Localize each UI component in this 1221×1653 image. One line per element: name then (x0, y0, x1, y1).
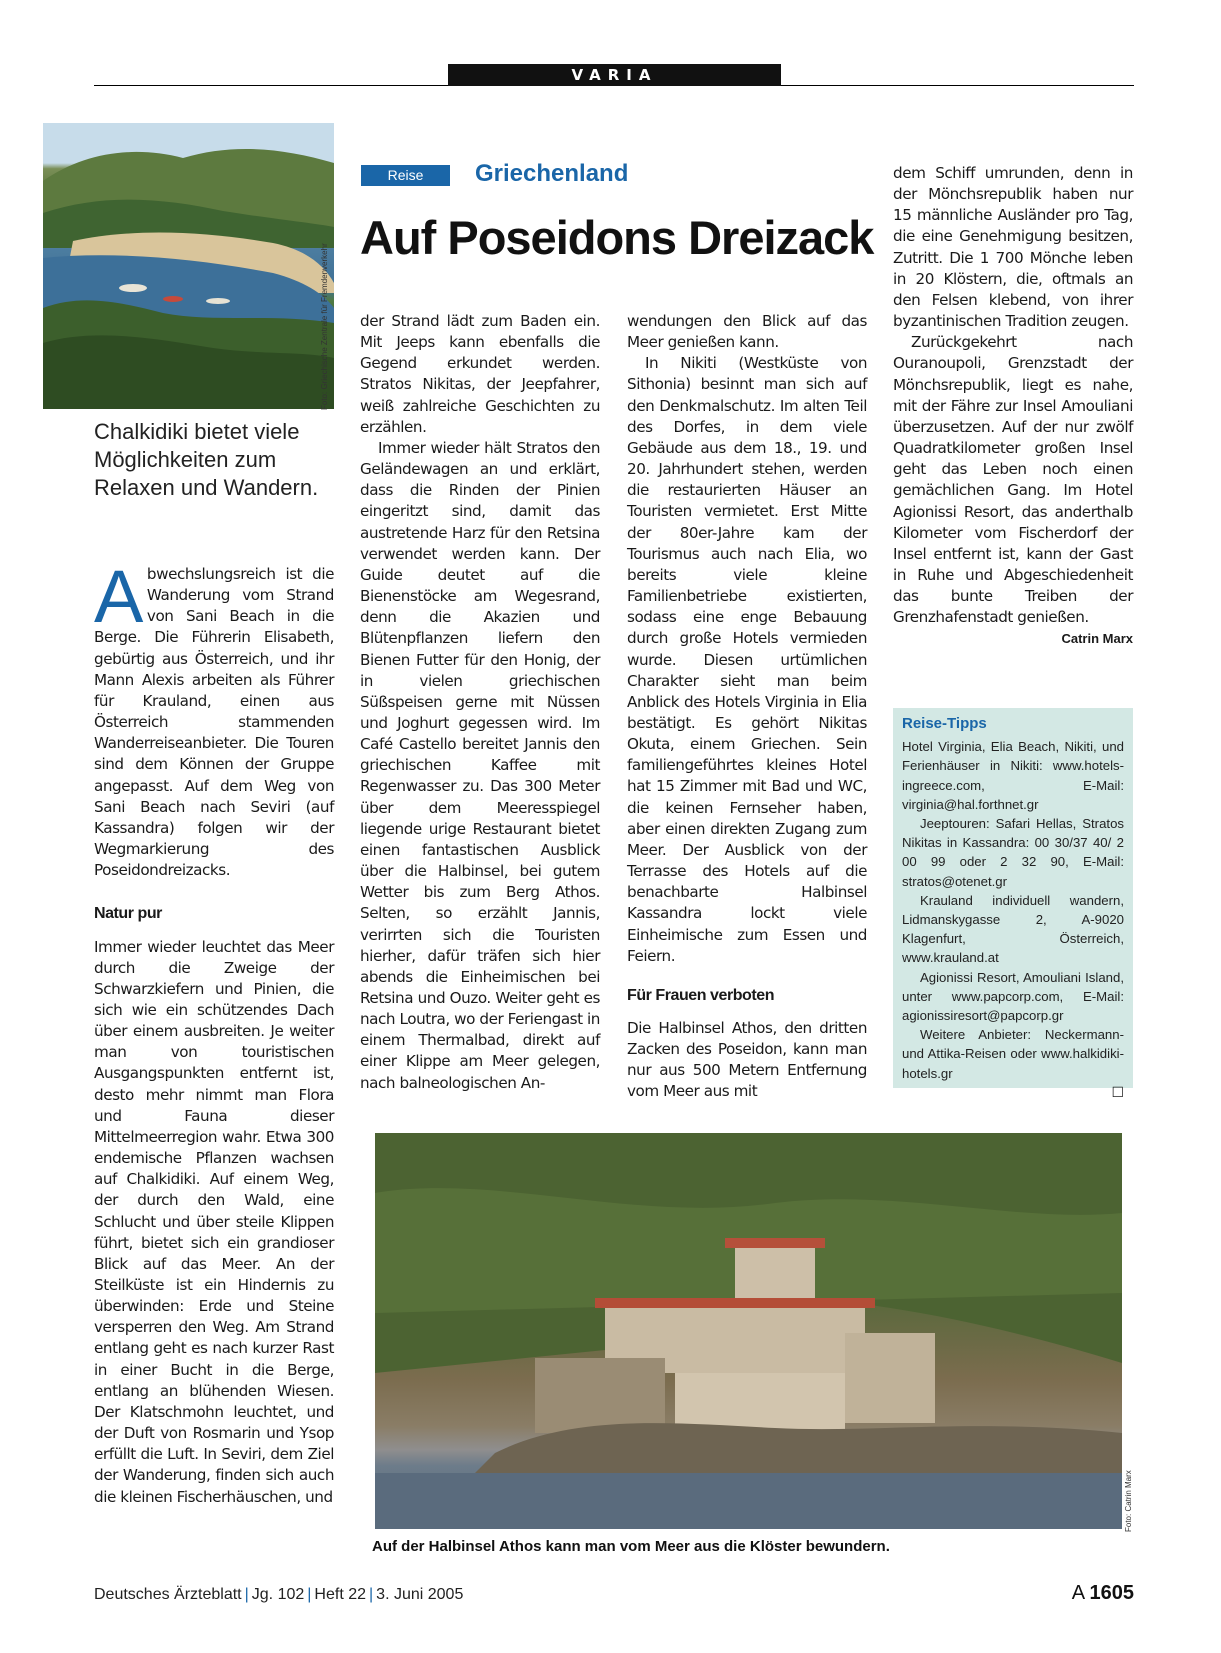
athos-photo-art (375, 1133, 1122, 1529)
photo-caption-top: Chalkidiki bietet viele Möglichkeiten zum Relaxen und Wandern. (94, 419, 319, 500)
paragraph: der Strand lädt zum Baden ein. Mit Jeeps kann ebenfalls die Gegend erkundet werden. Stratos Nikitas, der Jeepfahrer, weiß zahlreiche Geschichten zu erzählen. (360, 312, 600, 436)
paragraph: dem Schiff umrunden, denn in der Mönchsrepublik haben nur 15 männliche Ausländer pro Tag, die eine Genehmigung besitzen, Zutritt. Die 1 700 Mönche leben in 20 Klöstern, die, oftmals an den Felsen klebend, von ihrer byzantinischen Tradition zeugen. (893, 164, 1133, 331)
article-column-3 (627, 311, 867, 1103)
paragraph (893, 332, 1133, 647)
issue-date: 3. Juni 2005 (376, 1586, 464, 1603)
journal-name: Deutsches Ärzteblatt (94, 1586, 242, 1603)
article-column-2 (360, 311, 600, 1094)
subhead-natur: Natur pur (94, 905, 162, 923)
paragraph: Immer wieder hält Stratos den Geländewagen an und erklärt, dass die Rinden der Pinien eingeritzt sind, damit das austretende Harz für den Retsina verwendet werden kann. Der Guide deutet auf die Bienenstöcke am Wegesrand, denn die Akazien und Blütenpflanzen liefern den Bienen Futter für den Honig, der in vielen griechischen Süßspeisen gerne mit Nüssen und Joghurt gegessen wird. Im Café Castello bereitet Jannis den griechischen Kaffee mit Regenwasser zu. Das 300 Meter über dem Meeresspiegel liegende urige Restaurant bietet einen fantastischen Ausblick über die Halbinsel, bei gutem Wetter bis zum Berg Athos. Selten, so erzählt Jannis, verirrten sich die Touristen hierher, dafür träfen sich hier abends die Einheimischen bei Retsina und Ouzo. Weiter geht es nach Loutra, wo der Feriengast in einem Thermalbad, direkt auf einer Klippe am Meer gelegen, nach balneologischen An- (360, 438, 600, 1092)
kicker: Griechenland (475, 160, 629, 187)
intro-text: bwechslungsreich ist die Wanderung vom Strand von Sani Beach in die Berge. Die Führerin Elisabeth, gebürtig aus Österreich, und ihr Mann Alexis arbeiten als Führer für Krauland, einen aus Österreich stammenden Wanderreiseanbieter. Die Touren sind dem Können der Gruppe angepasst. Auf dem Weg von Sani Beach nach Seviri (auf Kassandra) folgen wir der Wegmarkierung des Poseidondreizacks. (94, 565, 334, 880)
paragraph: Die Halbinsel Athos, den dritten Zacken des Poseidon, kann man nur aus 500 Metern Entfernung vom Meer aus mit (627, 1019, 867, 1101)
photo-credit-bottom: Foto: Catrin Marx (1124, 1470, 1133, 1532)
tip-item: Agionissi Resort, Amouliani Island, unter www.papcorp.com, E-Mail: agionissiresort@papcorp.gr (902, 969, 1124, 1024)
intro-paragraph (94, 555, 334, 881)
footer-citation (94, 1586, 463, 1604)
footer-separator: | (244, 1586, 249, 1603)
section-label: VARIA (448, 64, 781, 86)
article-column-4 (893, 163, 1133, 650)
travel-tips-box (893, 708, 1133, 1100)
footer-separator: | (369, 1586, 374, 1603)
paragraph-text: Zurückgekehrt nach Ouranoupoli, Grenzstadt der Mönchsrepublik, liegt es nahe, mit der Fähre zur Insel Amouliani überzusetzen. Auf der nur zwölf Quadratkilometer großen Insel geht das Leben noch einen gemächlichen Gang. Im Hotel Agionissi Resort, das anderthalb Kilometer vom Fischerdorf der Insel entfernt ist, kann der Gast in Ruhe und Abgeschiedenheit das bunte Treiben der Grenzhafenstadt genießen. (893, 333, 1133, 627)
photo-caption-bottom: Auf der Halbinsel Athos kann man vom Meer aus die Klöster bewundern. (372, 1538, 890, 1555)
volume: Jg. 102 (251, 1586, 305, 1603)
tip-item: Jeeptouren: Safari Hellas, Stratos Nikitas in Kassandra: 00 30/37 40/ 2 00 99 oder 2 32 90, E-Mail: stratos@otenet.gr (902, 816, 1124, 889)
paragraph: In Nikiti (Westküste von Sithonia) besinnt man sich auf den Denkmalschutz. Im alten Teil des Dorfes, in dem viele Gebäude aus dem 18., 19. und 20. Jahrhundert stehen, werden die restaurierten Häuser an Touristen vermietet. Erst Mitte der 80er-Jahre kam der Tourismus auch nach Elia, wo bereits viele kleine Familienbetriebe existierten, sodass eine enge Bebauung durch große Hotels vermieden wurde. Diesen urtümlichen Charakter sieht man beim Anblick des Hotels Virginia in Elia bestätigt. Es gehört Nikitas Okuta, einem Griechen. Sein familiengeführtes kleines Hotel hat 15 Zimmer mit Bad und WC, die keinen Fernseher haben, aber einen direkten Zugang zum Meer. Der Ausblick von der Terrasse des Hotels auf die benachbarte Halbinsel Kassandra lockt viele Einheimische zum Essen und Feiern. (627, 354, 867, 965)
issue: Heft 22 (314, 1586, 367, 1603)
page-number (1040, 1582, 1134, 1605)
footer-separator: | (307, 1586, 312, 1603)
tip-item: Krauland individuell wandern, Lidmanskygasse 2, A-9020 Klagenfurt, Österreich, www.krauland.at (902, 892, 1124, 966)
category-tag: Reise (361, 165, 450, 186)
coast-photo (43, 123, 334, 409)
tip-item: Hotel Virginia, Elia Beach, Nikiti, und Ferienhäuser in Nikiti: www.hotels-ingreece.com, E-Mail: virginia@hal.forthnet.gr (902, 739, 1124, 812)
author-name: Catrin Marx (1061, 631, 1133, 647)
tip-item: Weitere Anbieter: Neckermann- und Attika-Reisen oder www.halkidiki-hotels.gr (902, 1027, 1124, 1081)
tips-title: Reise-Tipps (902, 715, 987, 732)
subhead-frauen: Für Frauen verboten (627, 986, 775, 1004)
article-column-1 (94, 555, 334, 1508)
end-mark-icon: ☐ (1111, 1083, 1124, 1100)
headline: Auf Poseidons Dreizack (360, 211, 874, 264)
photo-credit-top: Foto: Griechische Zentrale für Fremdenverkehr (320, 243, 329, 410)
dropcap: A (94, 555, 143, 638)
coast-photo-art (43, 123, 334, 409)
paragraph: Immer wieder leuchtet das Meer durch die Zweige der Schwarzkiefern und Pinien, die sich wie ein schützendes Dach über einem ausbreiten. Je weiter man von touristischen Ausgangspunkten entfernt ist, desto mehr nimmt man Flora und Fauna dieser Mittelmeerregion wahr. Etwa 300 endemische Pflanzen wachsen auf Chalkidiki. Auf einem Weg, der durch den Wald, eine Schlucht und über steile Klippen führt, bietet sich ein grandioser Blick auf das Meer. An der Steilküste ist ein Hindernis zu überwinden: Erde und Steine versperren den Weg. Am Strand entlang geht es nach kurzer Rast in einer Bucht in die Berge, entlang an blühenden Wiesen. Der Klatschmohn leuchtet, und der Duft von Rosmarin und Ysop erfüllt die Luft. In Seviri, dem Ziel der Wanderung, finden sich auch die kleinen Fischerhäuschen, und (94, 937, 334, 1506)
athos-monastery-photo (375, 1133, 1122, 1529)
page-number-value: 1605 (1089, 1582, 1134, 1604)
page-prefix: A (1071, 1582, 1084, 1604)
paragraph: wendungen den Blick auf das Meer genießen kann. (627, 312, 867, 352)
